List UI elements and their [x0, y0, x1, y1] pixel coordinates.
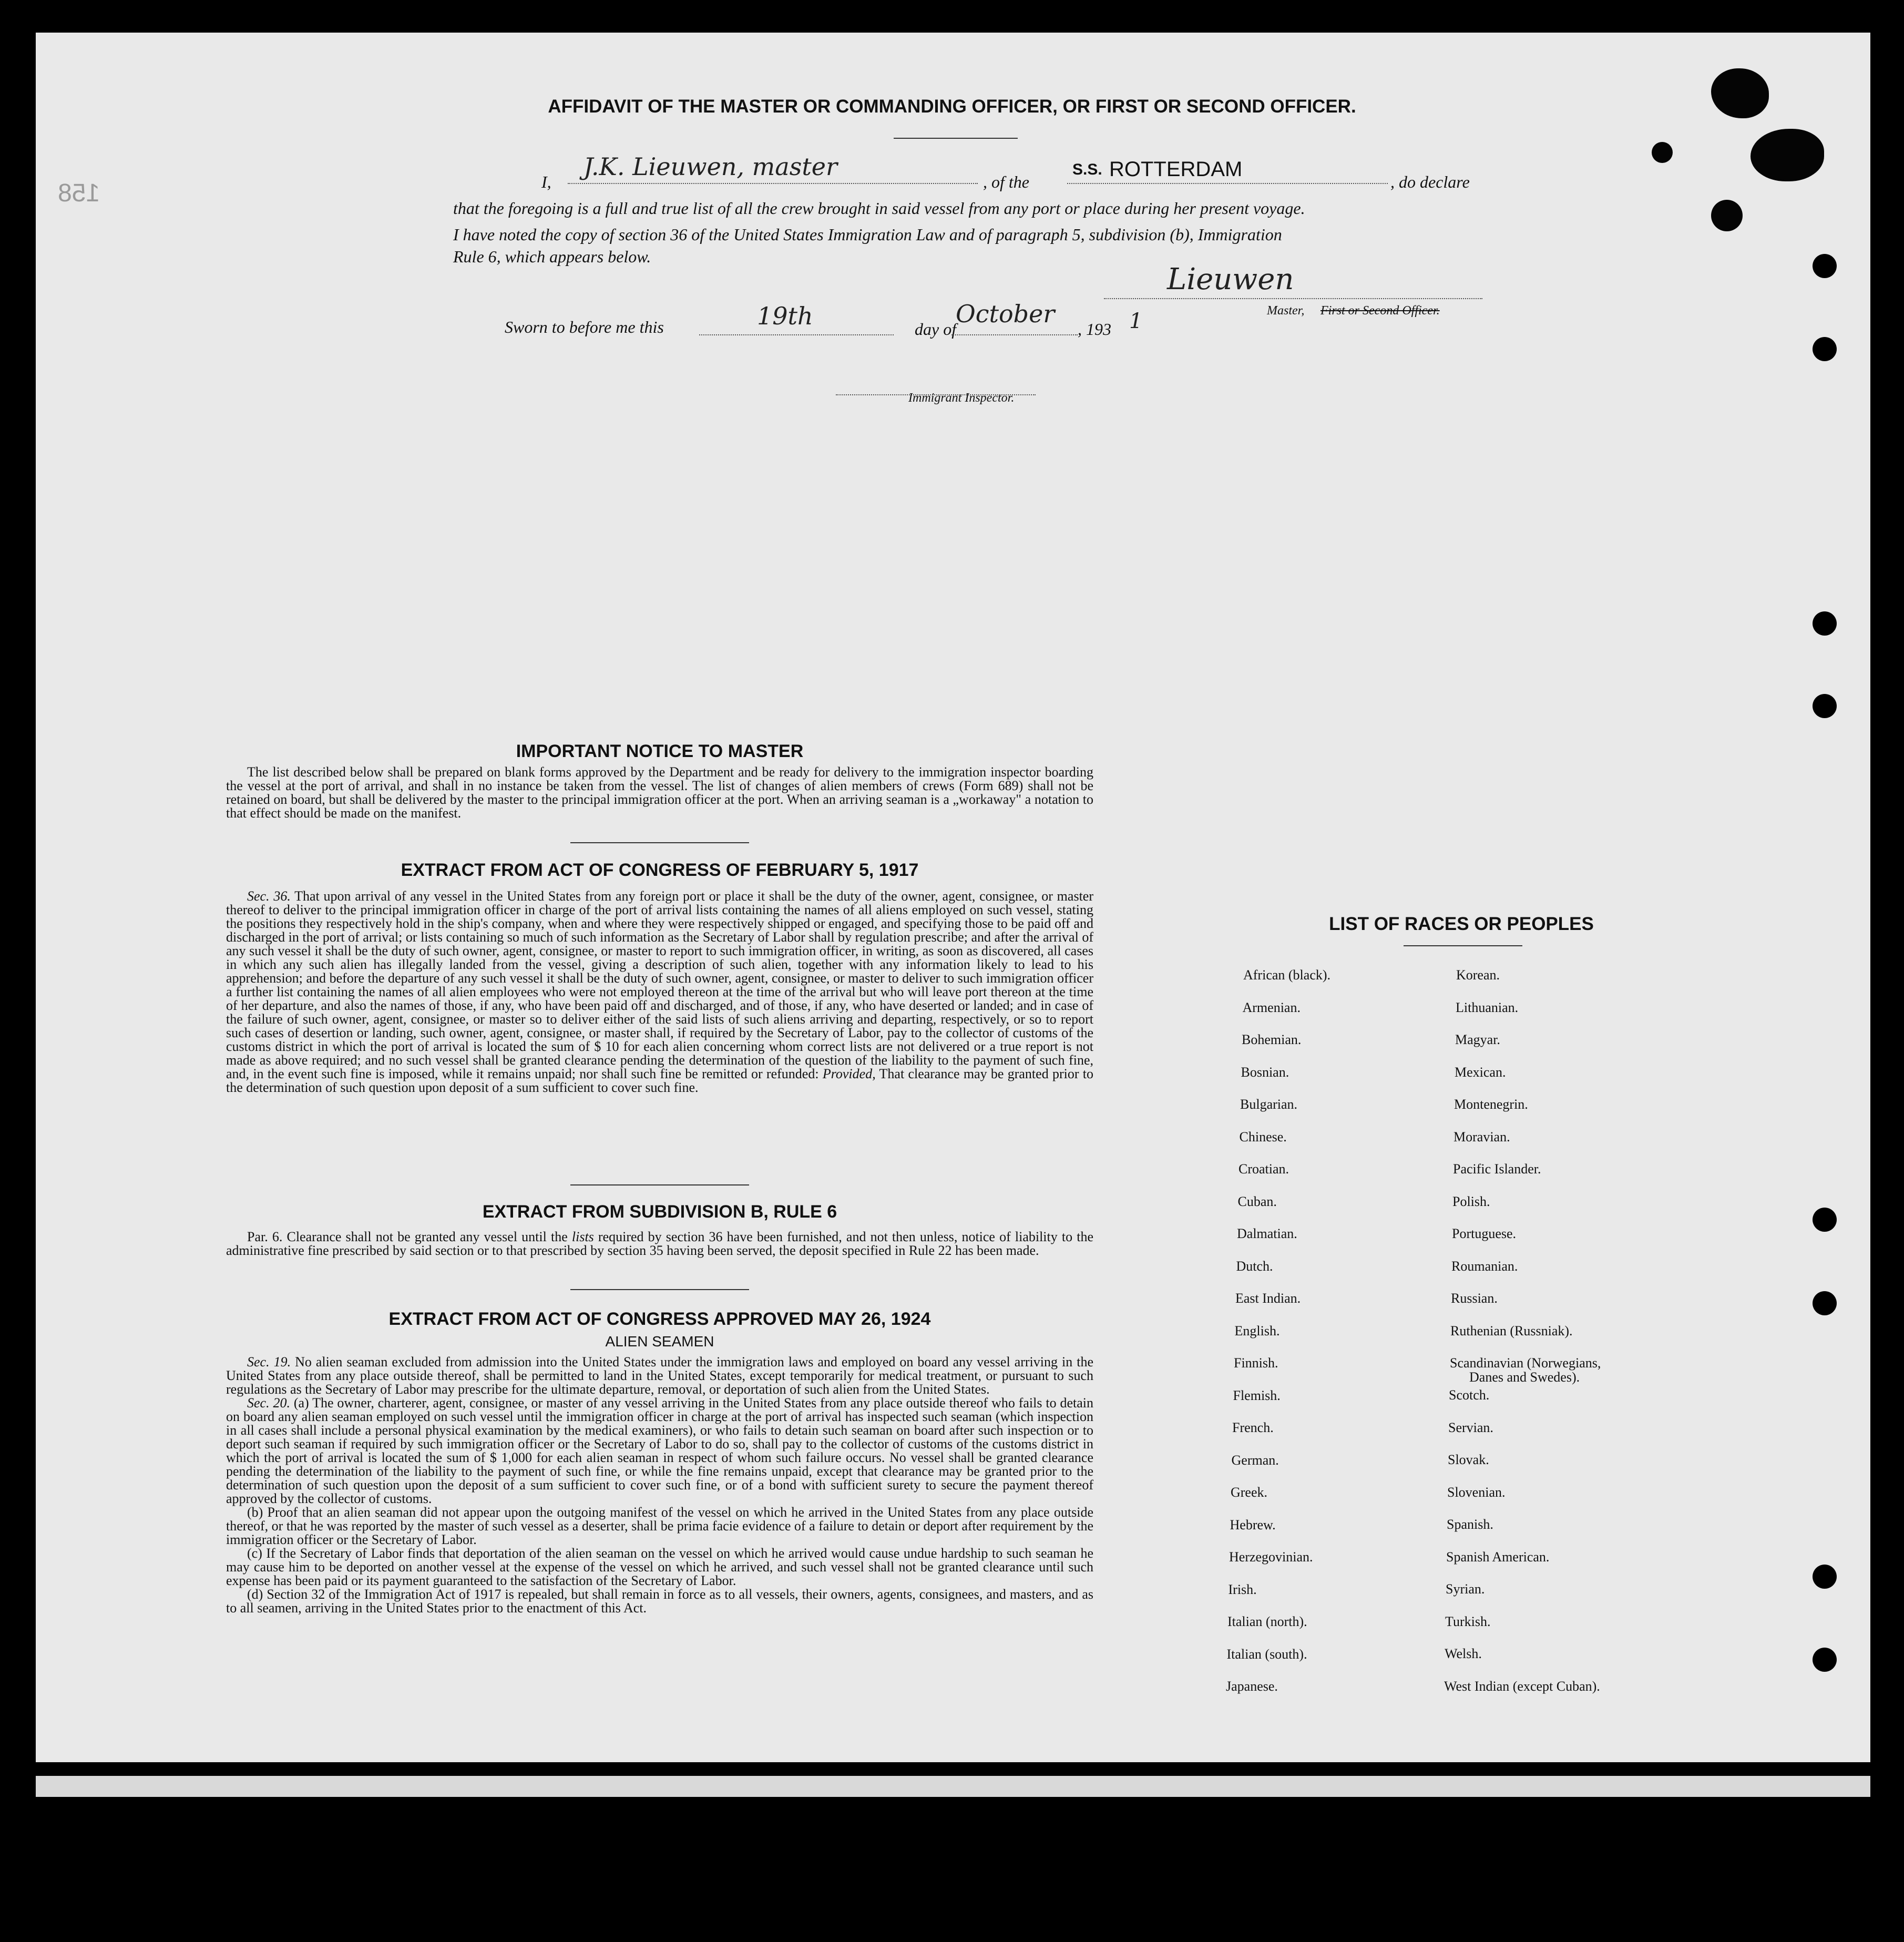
year-handwritten: 1: [1129, 309, 1143, 333]
punch-hole: [1813, 1291, 1837, 1315]
section-rule: [570, 1184, 749, 1185]
ship-name: ROTTERDAM: [1109, 158, 1243, 181]
extract-1924-title: EXTRACT FROM ACT OF CONGRESS APPROVED MAY 26, 1924: [388, 1309, 931, 1329]
sworn-label: Sworn to before me this: [505, 318, 664, 336]
races-title: LIST OF RACES OR PEOPLES: [1329, 914, 1594, 934]
ink-blot: [1711, 200, 1743, 231]
of-the-label: , of the: [983, 172, 1029, 191]
affidavit-i-label: I,: [541, 172, 551, 191]
punch-hole: [1813, 1208, 1837, 1232]
sec19-text: No alien seaman excluded from admission into the United States under the immigration laws and employed on board any vessel arriving in the United States from any place outside thereof, shall be permitted to land in the United States, except temporarily for medical treatment, or pursuant to such regulations as the Secretary of Labor may prescribe for the ultimate departure, removal, or deportation of such alien from the United States.: [226, 1354, 1093, 1397]
race-item: Syrian.: [1446, 1581, 1485, 1597]
race-item: Japanese.: [1226, 1679, 1278, 1694]
race-item: Welsh.: [1445, 1646, 1482, 1661]
race-item: East Indian.: [1235, 1291, 1301, 1306]
race-item: Chinese.: [1239, 1129, 1287, 1144]
sec36-paragraph: [226, 890, 1093, 1095]
day-of-label: day of: [915, 320, 957, 339]
races-rule: [1404, 945, 1522, 946]
day-field: [699, 302, 894, 335]
rule6-paragraph: [226, 1230, 1093, 1258]
race-item: Bosnian.: [1241, 1064, 1289, 1080]
race-item: Roumanian.: [1451, 1258, 1518, 1274]
sec20d-paragraph: (d) Section 32 of the Immigration Act of 1917 is repealed, but shall remain in force as to all vessels, their owners, agents, consignees, and masters, and as to all seamen, arriving in the United States prior to the enactment of this Act.: [226, 1587, 1093, 1616]
race-item: Russian.: [1451, 1291, 1498, 1306]
notice-paragraph: The list described below shall be prepared on blank forms approved by the Department and be ready for delivery to the immigration inspector boarding the vessel at the port of arrival, and shall in no instance be taken from the vessel. The list of changes of alien members of crews (Form 689) shall not be retained on board, but shall be delivered by the master to the principal immigration officer at the port. When an arriving seaman is a „workaway" a notation to that effect should be made on the manifest.: [226, 764, 1093, 821]
name-handwritten: J.K. Lieuwen, master: [584, 152, 838, 181]
race-item: Ruthenian (Russniak).: [1450, 1323, 1573, 1338]
section-rule: [570, 842, 749, 843]
race-item: Scotch.: [1449, 1387, 1490, 1403]
punch-hole: [1813, 1565, 1837, 1589]
race-item: Cuban.: [1237, 1193, 1277, 1209]
race-item: Magyar.: [1455, 1032, 1500, 1047]
notice-text: [226, 765, 1093, 820]
race-item: Flemish.: [1233, 1387, 1281, 1403]
sec19-paragraph: [226, 1355, 1093, 1396]
extract-1917-title: EXTRACT FROM ACT OF CONGRESS OF FEBRUARY 5, 1917: [401, 860, 919, 880]
race-item: Portuguese.: [1452, 1226, 1517, 1241]
race-item: African (black).: [1243, 967, 1331, 983]
provided-label: Provided,: [822, 1066, 876, 1081]
name-field: [568, 152, 978, 184]
race-item: Danes and Swedes).: [1469, 1369, 1580, 1385]
month-handwritten: October: [956, 300, 1055, 328]
affidavit-line-4: Rule 6, which appears below.: [453, 247, 651, 266]
punch-hole: [1813, 611, 1837, 636]
race-item: Greek.: [1231, 1485, 1268, 1500]
sec20c-paragraph: (c) If the Secretary of Labor finds that deportation of the alien seaman on the vessel on which he arrived would cause undue hardship to such seaman he may cause him to be deported on another vessel at the expense of the vessel on which he arrived, and such vessel shall not be granted clearance until such expense has been paid or its payment guaranteed to the satisfaction of the Secretary of Labor.: [226, 1546, 1093, 1588]
page-bottom-strip: [36, 1776, 1870, 1797]
race-item: Dalmatian.: [1237, 1226, 1297, 1241]
race-item: Armenian.: [1242, 999, 1301, 1015]
race-item: Lithuanian.: [1456, 999, 1519, 1015]
race-item: Servian.: [1448, 1419, 1493, 1435]
signature-line: [1104, 262, 1482, 299]
race-item: Bulgarian.: [1240, 1097, 1298, 1112]
race-item: Scandinavian (Norwegians,: [1450, 1355, 1601, 1371]
sec20b-paragraph: (b) Proof that an alien seaman did not appear upon the outgoing manifest of the vessel on which he arrived in the United States from any place outside thereof, or that he was reported by the master of such vessel as a deserter, shall be prima facie evidence of a failure to detain or deport after requirement by the immigration officer or the Secretary of Labor.: [226, 1505, 1093, 1547]
extract-rule6-text: [226, 1230, 1093, 1258]
race-item: West Indian (except Cuban).: [1444, 1678, 1600, 1694]
year-printed: , 193: [1078, 320, 1111, 339]
race-item: Moravian.: [1453, 1129, 1510, 1144]
punch-hole: [1813, 337, 1837, 361]
race-item: German.: [1231, 1452, 1279, 1468]
race-item: Hebrew.: [1230, 1517, 1276, 1532]
affidavit-line-3: I have noted the copy of section 36 of the United States Immigration Law and of paragraph 5, subdivision (b), Immigration: [453, 225, 1282, 244]
rule6-text-a: Par. 6. Clearance shall not be granted any vessel until the: [247, 1229, 568, 1244]
master-label: Master,: [1267, 304, 1305, 318]
race-item: Polish.: [1452, 1193, 1490, 1209]
race-item: Turkish.: [1445, 1613, 1491, 1629]
section-rule: [570, 1289, 749, 1290]
punch-hole: [1813, 694, 1837, 718]
race-item: Dutch.: [1236, 1258, 1273, 1274]
affidavit-title: AFFIDAVIT OF THE MASTER OR COMMANDING OFFICER, OR FIRST OR SECOND OFFICER.: [548, 96, 1356, 117]
rule6-text-b: required by section 36 have been furnished, and not then unless, notice of liability to the administrative fine prescribed by said section or to that prescribed by section 35 having been served, the deposit specified in Rule 22 has been made.: [226, 1229, 1093, 1258]
race-item: Slovenian.: [1447, 1484, 1506, 1500]
race-item: Italian (north).: [1227, 1614, 1307, 1629]
race-item: Irish.: [1228, 1581, 1257, 1597]
ink-blot: [1751, 129, 1824, 181]
race-item: Montenegrin.: [1454, 1097, 1528, 1112]
race-item: Herzegovinian.: [1229, 1549, 1313, 1565]
sec20a-paragraph: [226, 1396, 1093, 1506]
extract-rule6-title: EXTRACT FROM SUBDIVISION B, RULE 6: [482, 1202, 837, 1222]
race-item: English.: [1234, 1323, 1280, 1338]
rule6-lists-word: lists: [571, 1229, 594, 1244]
sec19-label: Sec. 19.: [247, 1354, 291, 1369]
sec20a-text: (a) The owner, charterer, agent, consignee, or master of any vessel arriving in the United States from any place outside thereof who fails to detain on board any alien seaman employed on such vessel until the immigration officer in charge at the port of arrival has inspected such seaman (which inspection in all cases shall include a personal physical examination by the medical examiners), or who fails to detain such seaman on board after such inspection or to deport such seaman if required by such immigration officer or the Secretary of Labor to do so, shall pay to the collector of customs of the customs district in which the port of arrival is located the sum of $ 1,000 for each alien seaman in respect of whom such failure occurs. No vessel shall be granted clearance pending the determination of the liability to the payment of such fine, or while the fine remains unpaid, except that clearance may be granted prior to the determination of such question upon the deposit of a sum sufficient to cover such fine, or of a bond with sufficient surety to secure the payment thereof approved by the collector of customs.: [226, 1395, 1093, 1506]
race-item: Pacific Islander.: [1453, 1161, 1541, 1177]
race-item: Slovak.: [1448, 1452, 1489, 1467]
title-rule: [894, 138, 1018, 139]
race-item: Spanish American.: [1446, 1549, 1550, 1565]
sec36-text: That upon arrival of any vessel in the United States from any foreign port or place it shall be the duty of the owner, agent, consignee, or master thereof to deliver to the principal immigration officer in charge of the port of arrival lists containing the names of all aliens employed on such vessel, stating the positions they respectively hold in the ship's company, when and where they were respectively shipped or engaged, and specifying those to be paid off and discharged in the port of arrival; or lists containing so much of such information as the Secretary of Labor shall by regulation prescribe; and after the arrival of any such vessel it shall be the duty of such owner, agent, consignee, or master to report to such immigration officer, in writing, as soon as discovered, all cases in which any such alien has illegally landed from the vessel, giving a description of such alien, together with any information likely to lead to his apprehension; and before the departure of any such vessel it shall be the duty of such owner, agent, consignee, or master to deliver to such immigration officer a further list containing the names of all alien employees who were not employed thereon at the time of the arrival but who will leave port thereon at the time of her departure, and also the names of those, if any, who have been paid off and discharged, and of those, if any, who have deserted or landed; and in case of the failure of such owner, agent, consignee, or master so to deliver either of the said lists of such aliens arriving and departing, respectively, or so to report such cases of desertion or landing, such owner, agent, consignee, or master shall, if required by the Secretary of Labor, pay to the collector of customs of the customs district in which the port of arrival is located the sum of $ 10 for each alien concerning whom correct lists are not delivered or a true report is not made as above required; and no such vessel shall be granted clearance pending the determination of the question of the liability to the payment of such fine, and, in the event such fine is imposed, while it remains unpaid; nor shall such fine be remitted or refunded:: [226, 888, 1093, 1081]
page-number: 158: [58, 179, 100, 207]
ship-prefix: S.S.: [1072, 161, 1102, 178]
punch-hole: [1813, 254, 1837, 278]
race-item: French.: [1232, 1420, 1274, 1435]
race-item: Italian (south).: [1226, 1646, 1307, 1662]
do-declare-label: , do declare: [1390, 172, 1470, 191]
sec20-label: Sec. 20.: [247, 1395, 290, 1410]
alien-seamen-subtitle: ALIEN SEAMEN: [605, 1333, 714, 1350]
inspector-label: Immigrant Inspector.: [908, 391, 1015, 405]
notice-title: IMPORTANT NOTICE TO MASTER: [516, 741, 804, 761]
race-item: Spanish.: [1447, 1517, 1493, 1532]
struck-officer-label: First or Second Officer.: [1320, 304, 1440, 318]
race-item: Mexican.: [1455, 1064, 1506, 1080]
sec36-text-end: That clearance may be granted prior to the determination of such question upon deposit of a sum sufficient to cover such fine.: [226, 1066, 1094, 1095]
extract-1924-text: [226, 1355, 1093, 1615]
race-item: Bohemian.: [1242, 1032, 1302, 1047]
affidavit-line-2: that the foregoing is a full and true list of all the crew brought in said vessel from any port or place during her present voyage.: [453, 199, 1305, 218]
race-item: Croatian.: [1238, 1161, 1289, 1177]
sec36-label: Sec. 36.: [247, 888, 291, 904]
master-signature: Lieuwen: [1167, 262, 1294, 297]
ship-field: [1067, 158, 1388, 184]
punch-hole: [1813, 1648, 1837, 1672]
race-item: Korean.: [1456, 967, 1500, 983]
day-handwritten: 19th: [757, 302, 813, 330]
race-item: Finnish.: [1234, 1355, 1278, 1371]
month-field: [951, 300, 1078, 335]
ink-blot: [1652, 142, 1673, 163]
extract-1917-text: [226, 890, 1093, 1095]
